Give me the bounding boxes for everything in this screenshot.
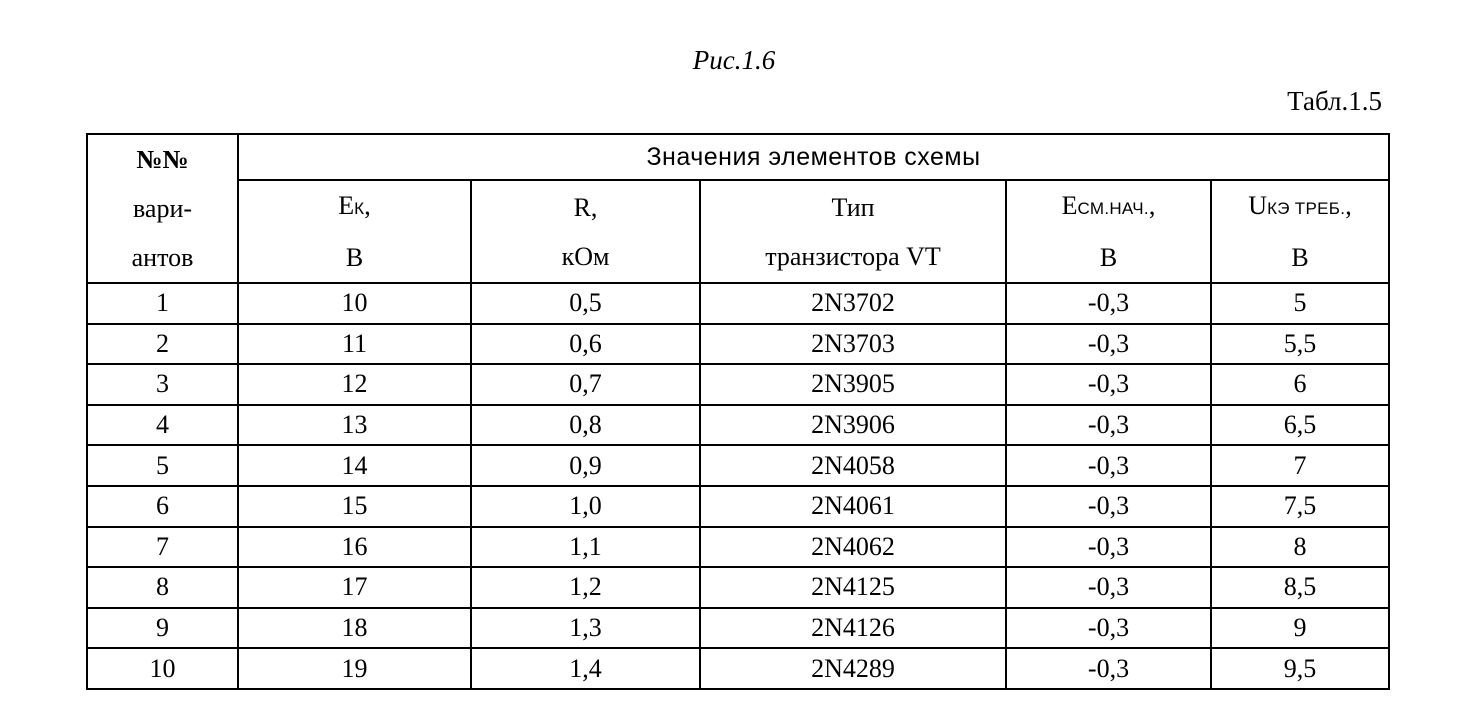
transistor-type-cell: 2N4126 [700,608,1006,649]
transistor-type-cell: 2N4061 [700,486,1006,527]
e-bias-cell: -0,3 [1006,648,1211,689]
r-cell: 0,5 [471,283,700,324]
variant-cell: 1 [87,283,238,324]
variant-header-line-3: антов [131,243,194,272]
r-cell: 1,0 [471,486,700,527]
variant-number-header [87,134,238,283]
column-header-transistor-type: Тип транзистора VT [700,180,1006,283]
column-header-uce-required: UКЭ ТРЕБ., В [1211,180,1389,283]
figure-caption: Рис.1.6 [692,45,776,75]
table-row [87,567,1389,608]
r-cell: 0,8 [471,405,700,446]
variant-cell: 8 [87,567,238,608]
column-header-ek: EК, В [238,180,471,283]
e-bias-cell: -0,3 [1006,527,1211,568]
e-bias-cell: -0,3 [1006,445,1211,486]
table-row [87,324,1389,365]
uce-required-cell: 7 [1211,445,1389,486]
r-cell: 1,4 [471,648,700,689]
ek-cell: 19 [238,648,471,689]
e-bias-cell: -0,3 [1006,405,1211,446]
table-row [87,405,1389,446]
ek-cell: 15 [238,486,471,527]
e-bias-cell: -0,3 [1006,283,1211,324]
circuit-values-header: Значения элементов схемы [238,134,1389,180]
variant-cell: 5 [87,445,238,486]
uce-required-cell: 9 [1211,608,1389,649]
table-body [87,283,1389,689]
variant-cell: 2 [87,324,238,365]
variant-cell: 3 [87,364,238,405]
e-bias-cell: -0,3 [1006,324,1211,365]
transistor-type-cell: 2N4062 [700,527,1006,568]
transistor-type-cell: 2N4125 [700,567,1006,608]
values-table [86,133,1390,690]
ek-cell: 13 [238,405,471,446]
r-cell: 0,6 [471,324,700,365]
variant-cell: 10 [87,648,238,689]
uce-required-cell: 9,5 [1211,648,1389,689]
column-header-r: R, кОм [471,180,700,283]
r-cell: 1,3 [471,608,700,649]
table-row [87,283,1389,324]
ek-cell: 10 [238,283,471,324]
table-row [87,486,1389,527]
ek-cell: 16 [238,527,471,568]
table-caption: Табл.1.5 [1287,86,1382,116]
variant-header-line-2: вари- [132,194,193,223]
uce-required-cell: 8,5 [1211,567,1389,608]
table-row [87,608,1389,649]
table-row [87,445,1389,486]
ek-cell: 17 [238,567,471,608]
transistor-type-cell: 2N3905 [700,364,1006,405]
variant-cell: 4 [87,405,238,446]
r-cell: 0,9 [471,445,700,486]
uce-required-cell: 6,5 [1211,405,1389,446]
ek-cell: 11 [238,324,471,365]
e-bias-cell: -0,3 [1006,608,1211,649]
r-cell: 1,2 [471,567,700,608]
table-row [87,648,1389,689]
column-header-e-bias: EСМ.НАЧ., В [1006,180,1211,283]
transistor-type-cell: 2N3702 [700,283,1006,324]
table-row [87,364,1389,405]
uce-required-cell: 6 [1211,364,1389,405]
variant-cell: 7 [87,527,238,568]
transistor-type-cell: 2N4289 [700,648,1006,689]
r-cell: 0,7 [471,364,700,405]
table-row [87,527,1389,568]
e-bias-cell: -0,3 [1006,364,1211,405]
uce-required-cell: 5 [1211,283,1389,324]
variant-cell: 9 [87,608,238,649]
uce-required-cell: 5,5 [1211,324,1389,365]
ek-cell: 18 [238,608,471,649]
transistor-type-cell: 2N4058 [700,445,1006,486]
e-bias-cell: -0,3 [1006,567,1211,608]
e-bias-cell: -0,3 [1006,486,1211,527]
variant-cell: 6 [87,486,238,527]
ek-cell: 14 [238,445,471,486]
transistor-type-cell: 2N3703 [700,324,1006,365]
variant-header-line-1: №№ [136,145,189,174]
transistor-type-cell: 2N3906 [700,405,1006,446]
ek-cell: 12 [238,364,471,405]
uce-required-cell: 7,5 [1211,486,1389,527]
uce-required-cell: 8 [1211,527,1389,568]
r-cell: 1,1 [471,527,700,568]
